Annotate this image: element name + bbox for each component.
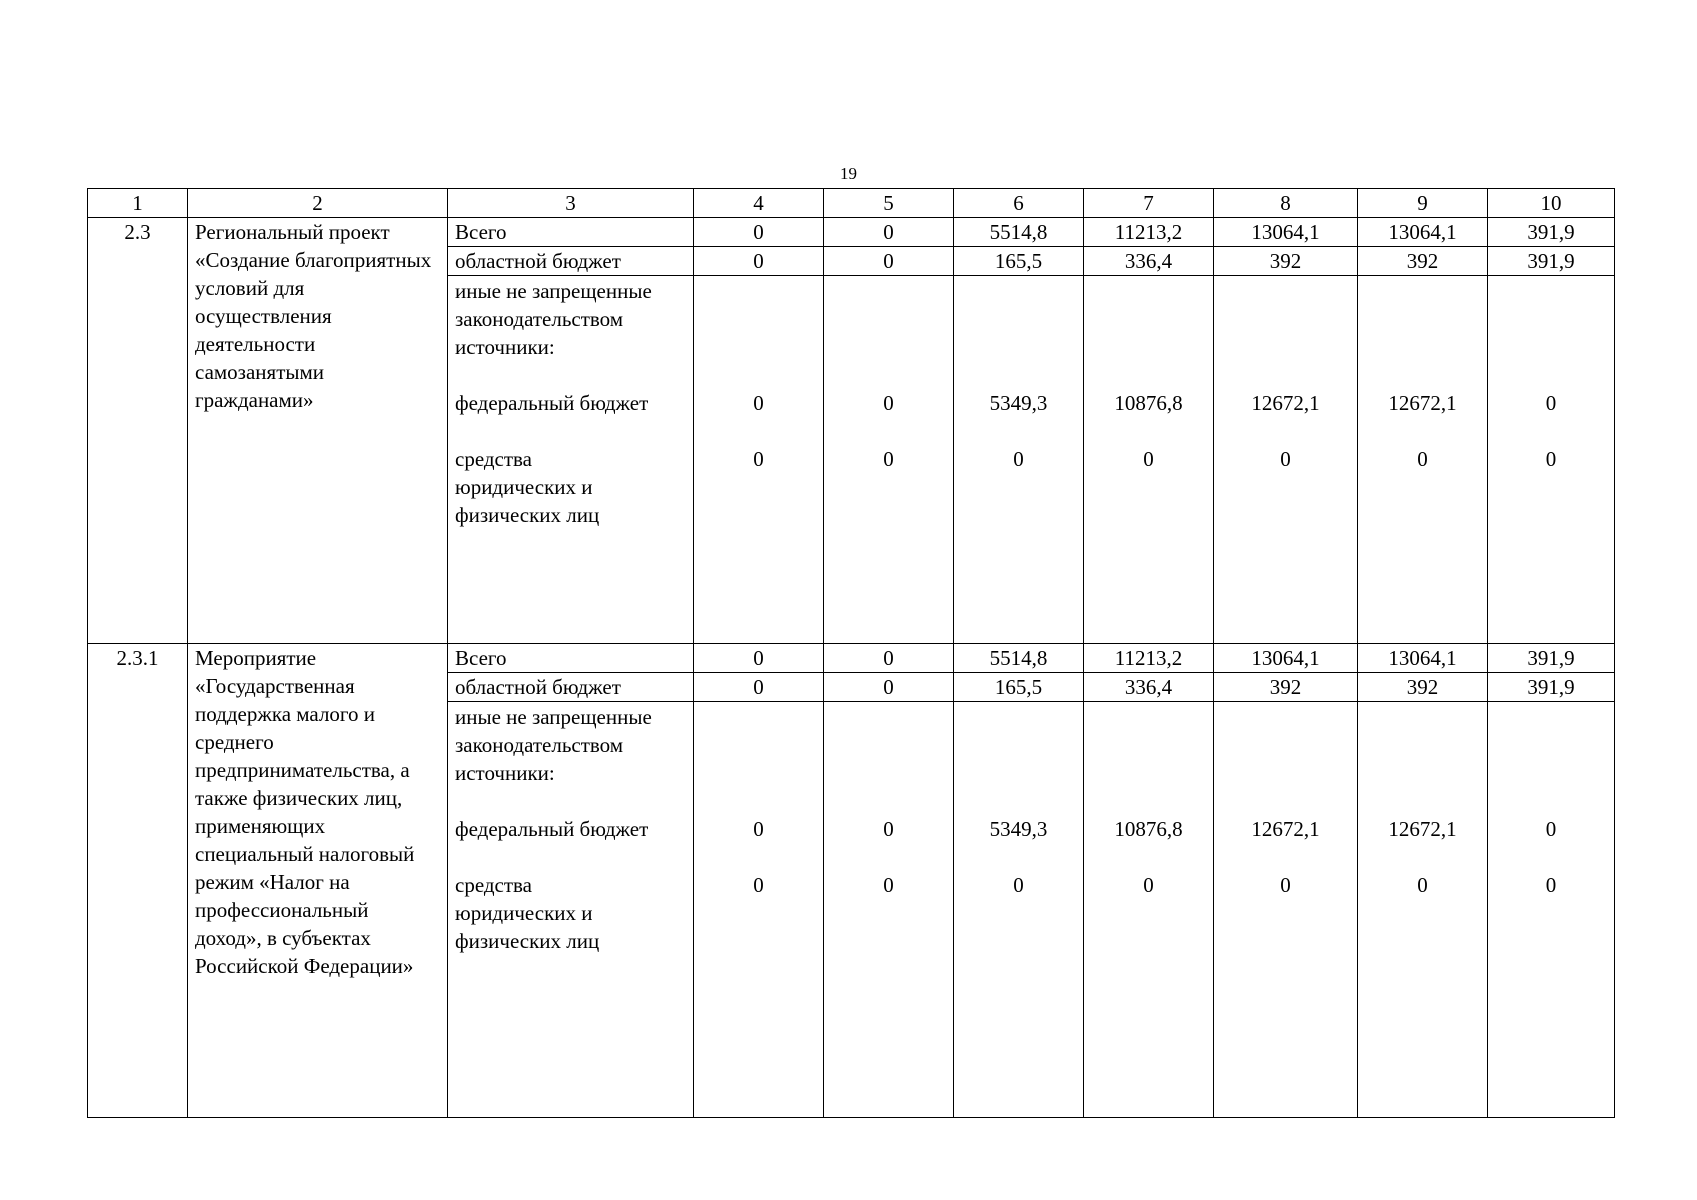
column-header: 1 [88,189,188,218]
table-row [88,644,1615,673]
legal-entities-value: 0 [1545,447,1557,471]
value-cell [1084,702,1214,1118]
section-number: 2.3.1 [88,644,188,1118]
value-cell [1488,276,1615,644]
value-cell [1084,276,1214,644]
column-header: 4 [694,189,824,218]
funding-source-label [448,276,694,644]
value-cell: 13064,1 [1358,218,1488,247]
federal-budget-value: 12672,1 [1251,817,1320,841]
value-cell: 391,9 [1488,218,1615,247]
value-cell: 392 [1358,673,1488,702]
funding-source-label: Всего [448,218,694,247]
legal-entities-value: 0 [883,873,894,897]
value-cell [1488,702,1615,1118]
value-cell: 5514,8 [954,644,1084,673]
legal-entities-label: средства юридических и физических лиц [455,447,600,527]
column-header: 2 [188,189,448,218]
value-cell [954,276,1084,644]
table-row [88,218,1615,247]
value-cell: 0 [824,218,954,247]
value-cell: 0 [694,644,824,673]
value-cell: 392 [1358,247,1488,276]
value-cell: 165,5 [954,247,1084,276]
value-cell: 5514,8 [954,218,1084,247]
federal-budget-value: 5349,3 [989,817,1048,841]
federal-budget-label: федеральный бюджет [455,817,649,841]
federal-budget-label: федеральный бюджет [455,391,649,415]
value-cell: 0 [824,673,954,702]
value-cell [824,702,954,1118]
federal-budget-value: 0 [753,817,764,841]
value-cell [1358,276,1488,644]
value-cell: 0 [694,673,824,702]
legal-entities-value: 0 [883,447,894,471]
value-cell [1358,702,1488,1118]
legal-entities-value: 0 [1280,873,1291,897]
section-name: Мероприятие «Государственная поддержка малого и среднего предпринимательства, а также физических лиц, применяющих специальный налоговый режим «Налог на профессиональный доход», в субъектах Российской Федерации» [188,644,448,1118]
budget-table [87,188,1615,1118]
funding-source-label: Всего [448,644,694,673]
value-cell: 336,4 [1084,247,1214,276]
value-cell: 0 [824,247,954,276]
value-cell: 391,9 [1488,247,1615,276]
value-cell: 13064,1 [1214,218,1358,247]
legal-entities-value: 0 [753,447,764,471]
legal-entities-value: 0 [1417,873,1428,897]
value-cell: 11213,2 [1084,218,1214,247]
federal-budget-value: 10876,8 [1114,391,1183,415]
column-header: 9 [1358,189,1488,218]
federal-budget-value: 0 [883,817,894,841]
value-cell: 392 [1214,247,1358,276]
legal-entities-value: 0 [1545,873,1557,897]
federal-budget-value: 12672,1 [1388,817,1457,841]
legal-entities-value: 0 [753,873,764,897]
value-cell [694,276,824,644]
column-header: 8 [1214,189,1358,218]
value-cell [694,702,824,1118]
value-cell: 11213,2 [1084,644,1214,673]
federal-budget-value: 0 [1545,817,1557,841]
value-cell: 0 [694,247,824,276]
column-header: 5 [824,189,954,218]
legal-entities-value: 0 [1013,873,1024,897]
value-cell: 13064,1 [1214,644,1358,673]
funding-source-label [448,702,694,1118]
value-cell [954,702,1084,1118]
column-header: 6 [954,189,1084,218]
value-cell: 13064,1 [1358,644,1488,673]
legal-entities-value: 0 [1280,447,1291,471]
federal-budget-value: 10876,8 [1114,817,1183,841]
column-header: 10 [1488,189,1615,218]
funding-source-label: областной бюджет [448,673,694,702]
value-cell: 0 [694,218,824,247]
federal-budget-value: 0 [1545,391,1557,415]
federal-budget-value: 12672,1 [1388,391,1457,415]
section-name: Региональный проект «Создание благоприятных условий для осуществления деятельности самозанятыми гражданами» [188,218,448,644]
legal-entities-label: средства юридических и физических лиц [455,873,600,953]
column-header-row [88,189,1615,218]
federal-budget-value: 12672,1 [1251,391,1320,415]
value-cell: 392 [1214,673,1358,702]
legal-entities-value: 0 [1143,873,1154,897]
legal-entities-value: 0 [1013,447,1024,471]
value-cell [1214,702,1358,1118]
page-number: 19 [840,164,857,183]
federal-budget-value: 0 [753,391,764,415]
value-cell: 391,9 [1488,673,1615,702]
value-cell [824,276,954,644]
federal-budget-value: 5349,3 [989,391,1048,415]
column-header: 3 [448,189,694,218]
value-cell: 336,4 [1084,673,1214,702]
other-sources-label: иные не запрещенные законодательством источники: [455,279,652,359]
sections-body [88,218,1615,1118]
section-number: 2.3 [88,218,188,644]
value-cell: 165,5 [954,673,1084,702]
value-cell: 0 [824,644,954,673]
federal-budget-value: 0 [883,391,894,415]
value-cell: 391,9 [1488,644,1615,673]
column-header: 7 [1084,189,1214,218]
legal-entities-value: 0 [1143,447,1154,471]
value-cell [1214,276,1358,644]
other-sources-label: иные не запрещенные законодательством источники: [455,705,652,785]
legal-entities-value: 0 [1417,447,1428,471]
funding-source-label: областной бюджет [448,247,694,276]
